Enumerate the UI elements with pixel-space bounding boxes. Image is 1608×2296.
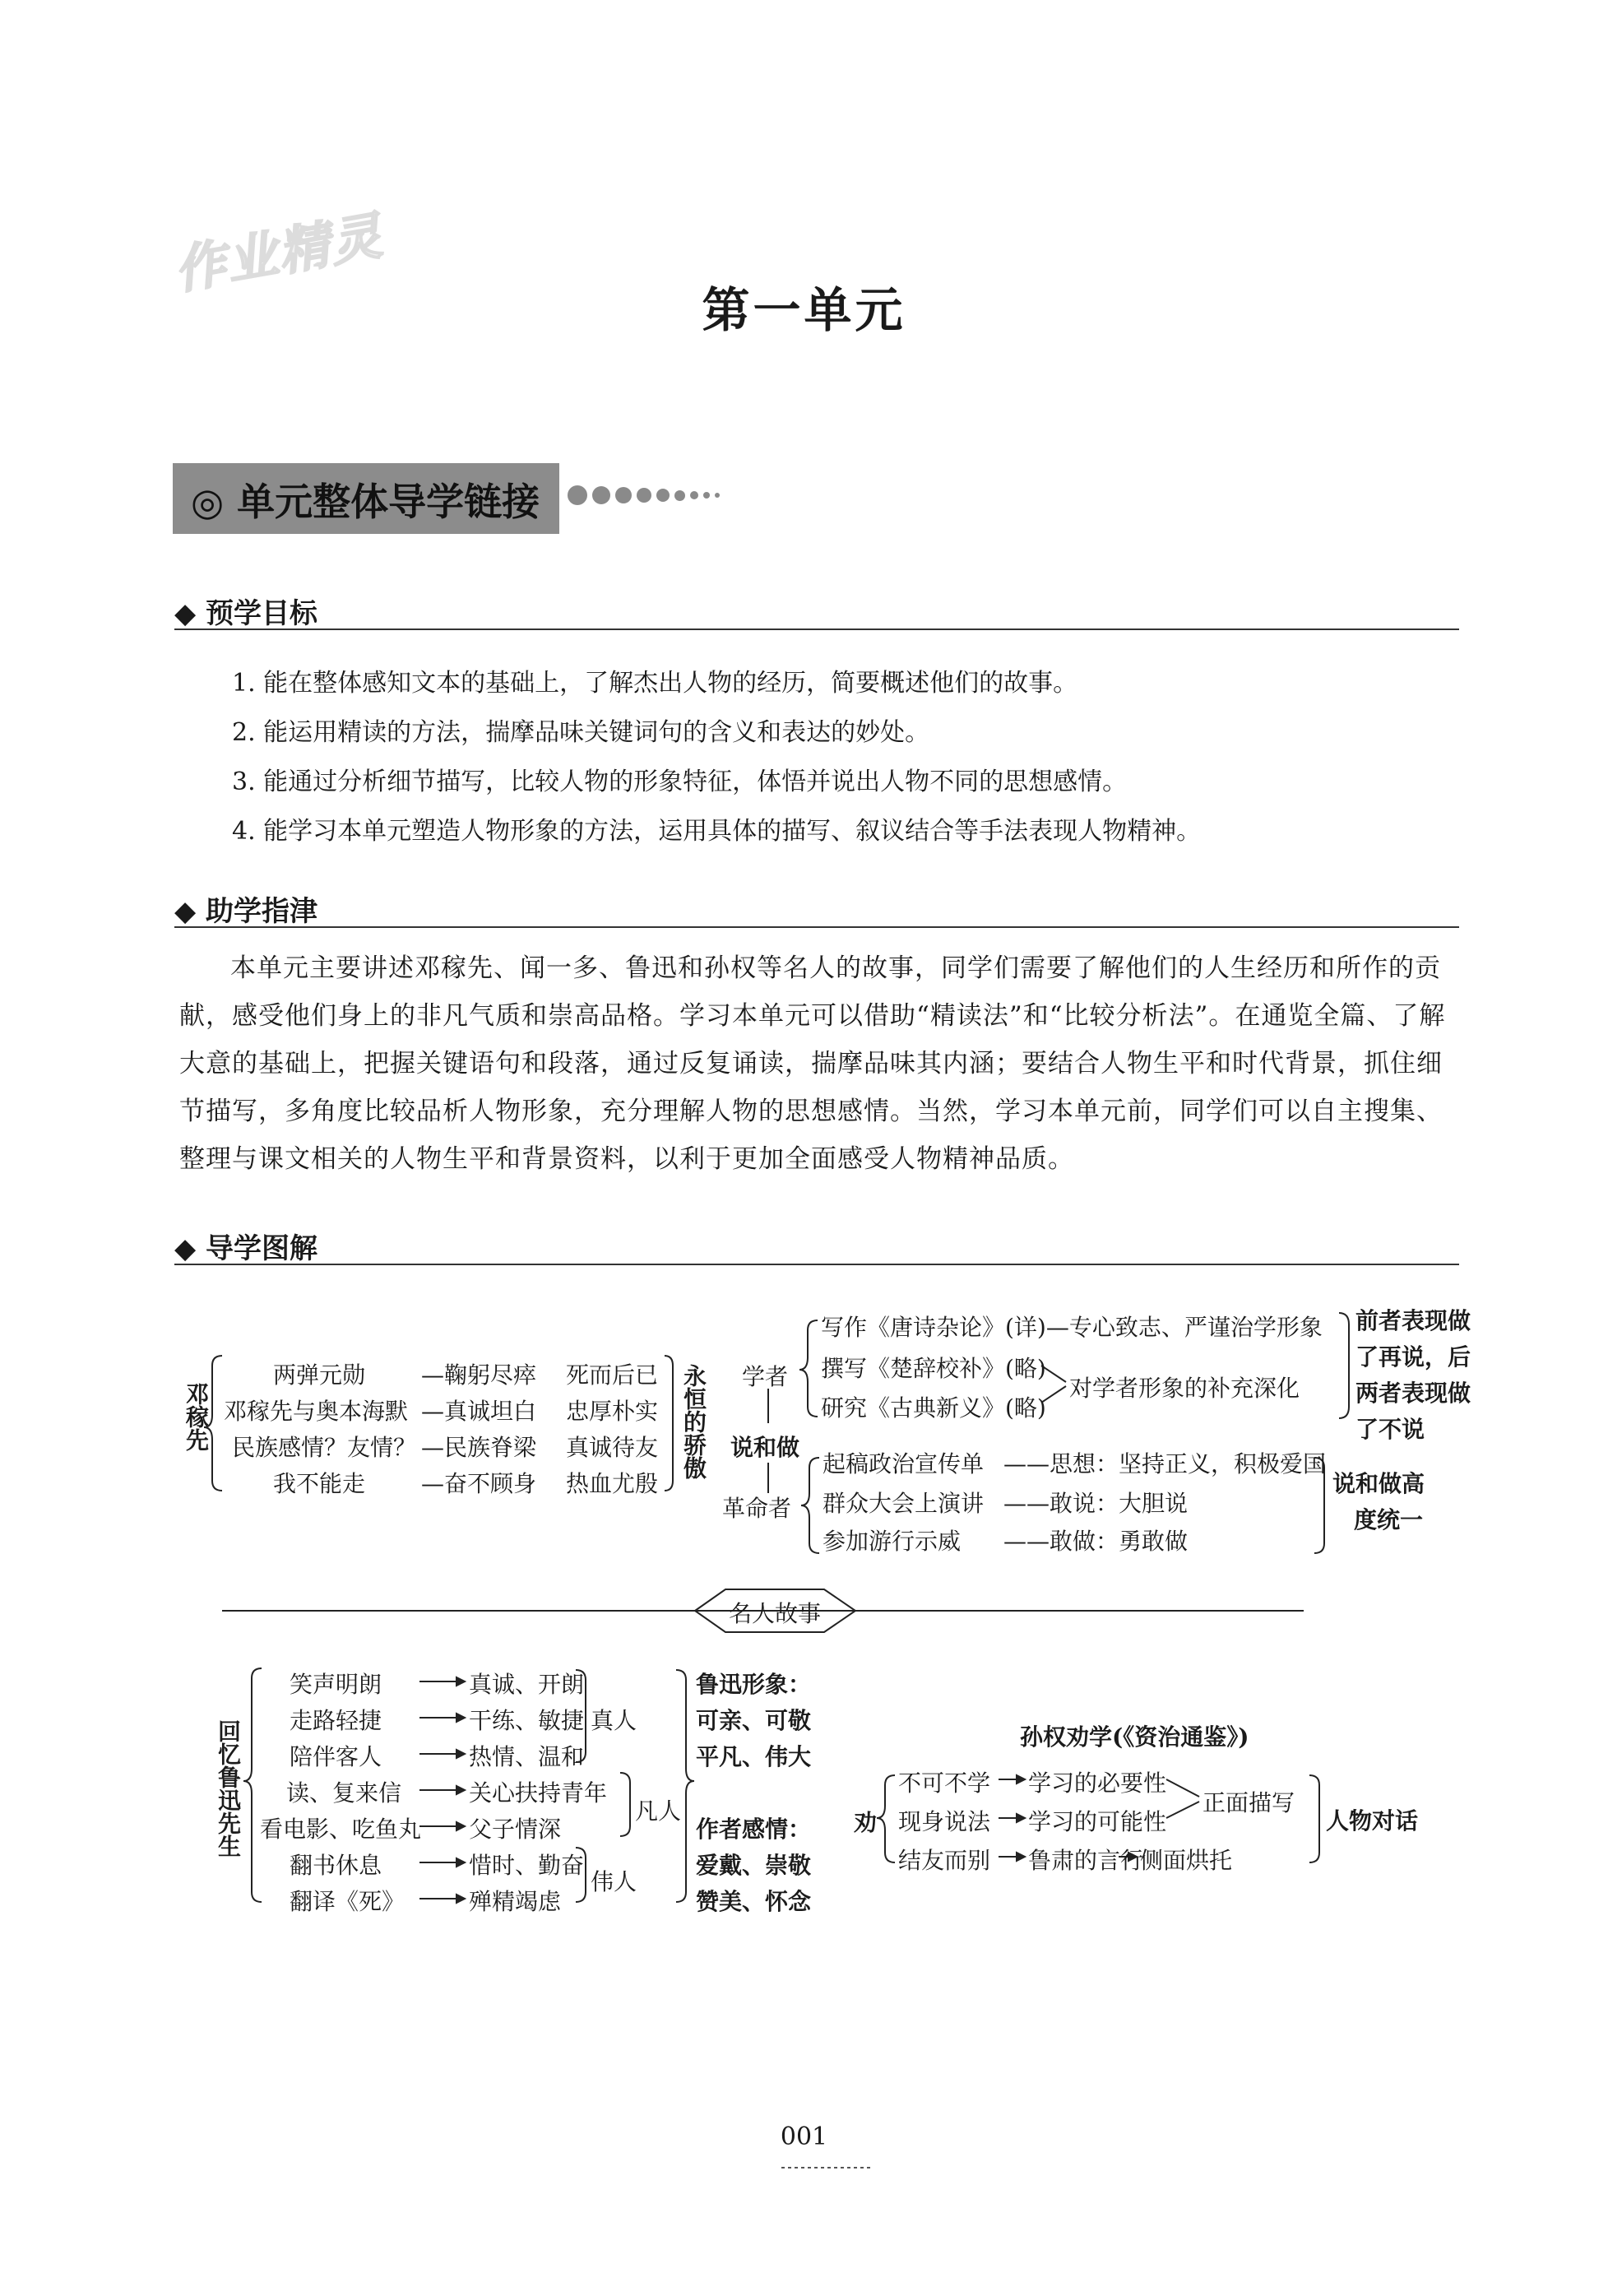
deng-trait: —奋不顾身 (421, 1470, 537, 1497)
wen-center: 说和做 (730, 1434, 800, 1461)
sun-label: 劝 (854, 1809, 878, 1836)
revolutionary-conclusion: 说和做高 度统一 (1332, 1470, 1425, 1533)
deng-label: 邓稼先 (183, 1382, 210, 1451)
deng-quality: 忠厚朴实 (566, 1398, 659, 1425)
deng-trait: —真诚坦白 (421, 1398, 537, 1425)
deng-title: 民族感情？友情？ (232, 1434, 417, 1461)
divider-label: 名人故事 (729, 1600, 822, 1627)
lu-group: 伟人 (591, 1868, 637, 1895)
unit-title: 第一单元 (702, 282, 906, 338)
circle-icon: ◎ (191, 480, 225, 524)
sun-item: 不可不学 (898, 1770, 991, 1797)
sun-direct: 正面描写 (1203, 1789, 1295, 1816)
page-number: 001 (780, 2122, 828, 2151)
lu-event: 笑声明朗 (290, 1671, 382, 1698)
guide-paragraph: 本单元主要讲述邓稼先、闻一多、鲁迅和孙权等名人的故事，同学们需要了解他们的人生经历和所作的贡献，感受他们身上的非凡气质和崇高品格。学习本单元可以借助“精读法”和“比较分析法”。在通览全篇、了解大意的基础上，把握关键语句和段落，通过反复诵读，揣摩品味其内涵；要结合人物生平和时代背景，抓住细节描写，多角度比较品析人物形象，充分理解人物的思想感情。当然，学习本单元前，同学们可以自主搜集、整理与课文相关的人物生平和背景资料，以利于更加全面感受人物精神品质。 (179, 953, 1446, 1174)
revolutionary-note: ——思想：坚持正义，积极爱国 (1003, 1450, 1327, 1477)
scholar-note: 对学者形象的补充深化 (1069, 1375, 1300, 1402)
diamond-icon: ◆ (174, 597, 197, 630)
sun-side: 侧面烘托 (1140, 1847, 1233, 1874)
sun-item: 结友而别 (898, 1847, 991, 1874)
lu-trait: 真诚、开朗 (469, 1671, 585, 1698)
deng-quality: 死而后已 (566, 1361, 659, 1389)
guide-title: 助学指津 (206, 895, 317, 928)
lu-trait: 殚精竭虑 (469, 1888, 562, 1915)
scholar-conclusion: 前者表现做 了再说，后 两者表现做 了不说 (1355, 1307, 1471, 1443)
wen-revolutionary-label: 革命者 (722, 1495, 792, 1522)
sun-item-result: 学习的可能性 (1028, 1808, 1167, 1835)
revolutionary-event: 起稿政治宣传单 (823, 1450, 985, 1477)
lu-event: 走路轻捷 (290, 1707, 382, 1734)
diagram-title: 导学图解 (206, 1232, 317, 1265)
lu-event: 陪伴客人 (290, 1743, 382, 1770)
goal-item: 4. 能学习本单元塑造人物形象的方法，运用具体的描写、叙议结合等手法表现人物精神。 (232, 817, 1202, 846)
revolutionary-note: ——敢说：大胆说 (1003, 1490, 1189, 1517)
sun-item: 现身说法 (898, 1808, 991, 1835)
lu-event: 看电影、吃鱼丸 (260, 1816, 422, 1843)
deng-title: 邓稼先与奥本海默 (224, 1398, 409, 1425)
lu-image: 鲁迅形象： 可亲、可敬 平凡、伟大 (696, 1671, 812, 1770)
goals-title: 预学目标 (206, 597, 317, 630)
deng-trait: —民族脊梁 (421, 1434, 537, 1461)
deng-title: 两弹元勋 (273, 1361, 366, 1389)
lu-trait: 父子情深 (469, 1816, 562, 1843)
lu-feeling: 作者感情： 爱戴、崇敬 赞美、怀念 (696, 1816, 812, 1915)
diamond-icon: ◆ (174, 1232, 197, 1265)
diamond-icon: ◆ (174, 895, 197, 928)
banner-label: 单元整体导学链接 (237, 480, 540, 524)
sun-title: 孙权劝学(《资治通鉴》) (1020, 1723, 1249, 1751)
lu-event: 翻译《死》 (290, 1888, 405, 1915)
lu-label: 回忆鲁迅先生 (215, 1719, 242, 1858)
goal-item: 2. 能运用精读的方法，揣摩品味关键词句的含义和表达的妙处。 (232, 718, 930, 747)
watermark: 作业精灵 (169, 205, 388, 301)
lu-trait: 干练、敏捷 (469, 1707, 585, 1734)
deng-quality: 真诚待友 (566, 1434, 659, 1461)
scholar-item: 研究《古典新义》(略) (821, 1394, 1046, 1422)
lu-event: 读、复来信 (286, 1779, 402, 1807)
sun-conclusion: 人物对话 (1326, 1807, 1419, 1834)
revolutionary-note: ——敢做：勇敢做 (1003, 1528, 1189, 1555)
scholar-item: 写作《唐诗杂论》(详)—专心致志、严谨治学形象 (821, 1314, 1323, 1341)
lu-group: 真人 (591, 1707, 637, 1734)
lu-group: 凡人 (635, 1797, 682, 1825)
lu-trait: 惜时、勤奋 (469, 1852, 585, 1879)
deng-summary: 永恒的骄傲 (680, 1364, 707, 1479)
goal-item: 1. 能在整体感知文本的基础上，了解杰出人物的经历，简要概述他们的故事。 (232, 669, 1078, 698)
wen-scholar-label: 学者 (742, 1363, 789, 1390)
sun-item-result: 学习的必要性 (1028, 1770, 1167, 1797)
lu-trait: 关心扶持青年 (469, 1779, 608, 1807)
deng-quality: 热血尤殷 (566, 1470, 659, 1497)
revolutionary-event: 参加游行示威 (823, 1528, 962, 1555)
lu-event: 翻书休息 (290, 1852, 382, 1879)
lu-trait: 热情、温和 (469, 1743, 585, 1770)
revolutionary-event: 群众大会上演讲 (823, 1490, 985, 1517)
deng-trait: —鞠躬尽瘁 (421, 1361, 537, 1389)
deng-title: 我不能走 (273, 1470, 366, 1497)
goal-item: 3. 能通过分析细节描写，比较人物的形象特征，体悟并说出人物不同的思想感情。 (232, 768, 1128, 796)
scholar-item: 撰写《楚辞校补》(略) (821, 1355, 1046, 1382)
sun-item-result: 鲁肃的言行 (1028, 1847, 1144, 1874)
